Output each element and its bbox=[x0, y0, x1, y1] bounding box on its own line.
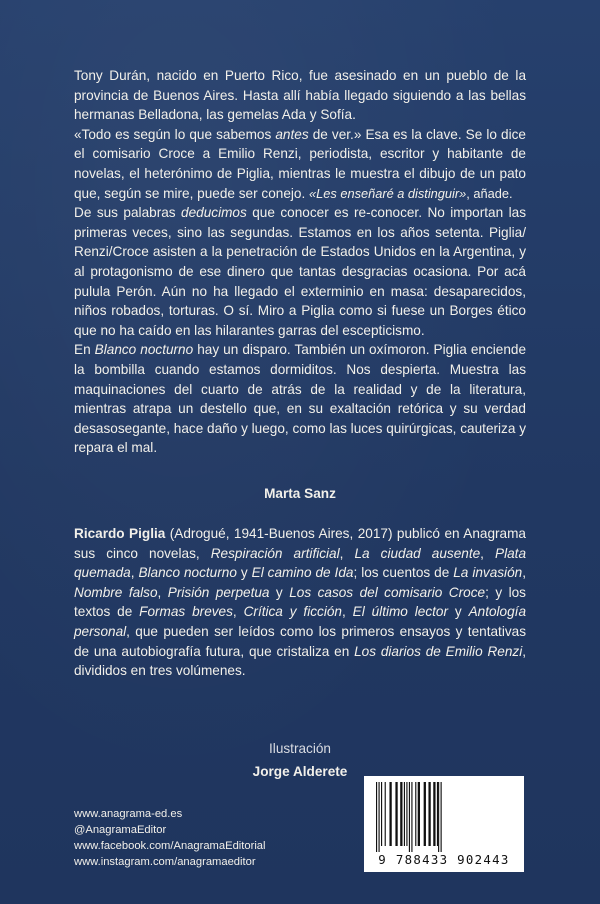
book-title: La ciudad ausente bbox=[354, 545, 481, 561]
barcode-bar bbox=[424, 782, 426, 846]
barcode-bar bbox=[428, 782, 430, 846]
bio-text-span: ; los cuentos de bbox=[353, 565, 454, 581]
author-bio-paragraph bbox=[74, 524, 526, 681]
isbn-barcode bbox=[364, 776, 524, 872]
blurb-author: Marta Sanz bbox=[264, 486, 336, 501]
blurb-paragraph-1: Tony Durán, nacido en Puerto Rico, fue asesinado en un pueblo de la provincia de Buenos Aires. Hasta allí había llegado siguiendo a las bellas hermanas Belladona, las gemelas Ada y Sofía. bbox=[74, 68, 526, 123]
author-name: Ricardo Piglia bbox=[74, 526, 166, 541]
bio-text-span: , bbox=[480, 545, 496, 561]
bio-text-span: y bbox=[448, 604, 469, 620]
bio-text-span: , bbox=[130, 565, 139, 581]
blurb-text-span: De sus palabras bbox=[74, 205, 182, 221]
instagram-link[interactable]: www.instagram.com/anagramaeditor bbox=[74, 856, 256, 868]
bio-text-span: (Adrogué, 1941-Buenos Aires, 2017) publicó en Anagrama sus cinco novelas, bbox=[74, 526, 526, 561]
barcode-bars bbox=[372, 782, 516, 852]
book-title: El camino de Ida bbox=[251, 565, 354, 581]
book-title: Prisión perpetua bbox=[167, 584, 270, 600]
blurb-italic-span: deducimos bbox=[181, 205, 247, 221]
bio-text-span: , que pueden ser leídos como los primeros ensayos y tentativas de una autobiografía futura, que cristaliza en bbox=[74, 623, 526, 659]
book-title: Formas breves bbox=[139, 604, 233, 620]
book-title: Los casos del comisario Croce bbox=[289, 584, 486, 600]
bio-text-span: , bbox=[339, 545, 355, 561]
barcode-bar bbox=[389, 782, 391, 846]
blurb-paragraph-3 bbox=[74, 203, 526, 340]
barcode-bar bbox=[418, 782, 420, 846]
barcode-bar bbox=[441, 782, 442, 852]
facebook-link[interactable]: www.facebook.com/AnagramaEditorial bbox=[74, 840, 266, 852]
illustration-label: Ilustración bbox=[269, 741, 331, 756]
barcode-bar bbox=[433, 782, 435, 846]
blurb-text-span: hay un disparo. También un oxímoron. Piglia enciende la bombilla cuando estamos dormiditos. Nos despierta. Muestra las maquinaciones del cuarto de atrás de la realidad y de la literatura, mientras atrapa un destello que, en su exaltación retórica y su verdad desasosegante, hace daño y luego, como las luces quirúrgicas, cauteriza y repara el mal. bbox=[74, 342, 526, 456]
illustrator-name: Jorge Alderete bbox=[252, 764, 348, 779]
book-title: Blanco nocturno bbox=[138, 565, 237, 581]
barcode-bar bbox=[406, 782, 407, 846]
bio-text-span: , bbox=[232, 604, 244, 620]
author-bio bbox=[74, 524, 526, 681]
barcode-bar bbox=[415, 782, 416, 846]
blurb-italic-span: Blanco nocturno bbox=[94, 342, 194, 358]
bio-text-span: , bbox=[522, 565, 526, 581]
barcode-bar bbox=[385, 782, 386, 846]
blurb-text-span: En bbox=[74, 342, 95, 358]
twitter-handle[interactable]: @AnagramaEditor bbox=[74, 824, 167, 836]
barcode-bar bbox=[400, 782, 402, 846]
blurb-text-span: «Todo es según lo que sabemos bbox=[74, 126, 276, 142]
book-title: Respiración artificial bbox=[210, 545, 340, 561]
bio-text-span: y bbox=[269, 584, 290, 600]
bio-text-span: , bbox=[341, 604, 353, 620]
website-link[interactable]: www.anagrama-ed.es bbox=[74, 808, 183, 820]
book-title: El último lector bbox=[352, 604, 448, 620]
book-title: Antología personal bbox=[74, 604, 527, 639]
barcode-bar bbox=[376, 782, 377, 852]
book-title: Nombre falso bbox=[74, 584, 158, 600]
barcode-bar bbox=[404, 782, 405, 846]
bio-text-span: , divididos en tres volúmenes. bbox=[74, 643, 526, 679]
bio-text-span: , bbox=[157, 584, 168, 600]
barcode-bar bbox=[438, 782, 439, 852]
barcode-bar bbox=[395, 782, 397, 846]
book-title: La invasión bbox=[453, 565, 523, 581]
blurb-italic-span: antes bbox=[275, 126, 309, 142]
barcode-bar bbox=[411, 782, 412, 852]
book-title: Los diarios de Emilio Renzi bbox=[354, 643, 523, 659]
blurb-text-span: de ver.» Esa es la clave. Se lo dice el comisario Croce a Emilio Renzi, periodista, escritor y habitante de novelas, el heterónimo de Piglia, mientras le muestra el dibujo de un pato que, según se mire, puede ser conejo. bbox=[74, 126, 526, 201]
publisher-links bbox=[74, 806, 266, 870]
bio-text-span: y bbox=[236, 565, 252, 581]
barcode-digits: 9 788433 902443 bbox=[378, 852, 510, 867]
blurb-paragraph-2 bbox=[74, 125, 526, 203]
book-title: Plata quemada bbox=[74, 545, 526, 581]
blurb-text-span: que conocer es re-conocer. No importan las primeras veces, sino las segundas. Estamos en los años setenta. Piglia/ Renzi/Croce asisten a la penetración de Estados Unidos en la Argentina, y al protagonismo de ese dinero que tantas desgracias ocasiona. Por acá pulula Perón. Aún no ha llegado el exterminio en masa: desaparecidos, niños robados, torturas. O sí. Miro a Piglia como si fuese un Borges ético que no ha caído en las hilarantes garras del escepticismo. bbox=[74, 205, 526, 338]
barcode-bar bbox=[381, 782, 382, 846]
barcode-bar bbox=[437, 782, 438, 846]
bio-text-span: ; y los textos de bbox=[74, 584, 526, 620]
blurb-text bbox=[74, 66, 526, 458]
book-title: Crítica y ficción bbox=[243, 604, 342, 620]
blurb-italic-span: «Les enseñaré a distinguir» bbox=[309, 185, 467, 201]
barcode-bar bbox=[379, 782, 380, 852]
blurb-paragraph-4 bbox=[74, 340, 526, 458]
blurb-text-span: , añade. bbox=[466, 185, 513, 201]
barcode-bar bbox=[409, 782, 410, 852]
